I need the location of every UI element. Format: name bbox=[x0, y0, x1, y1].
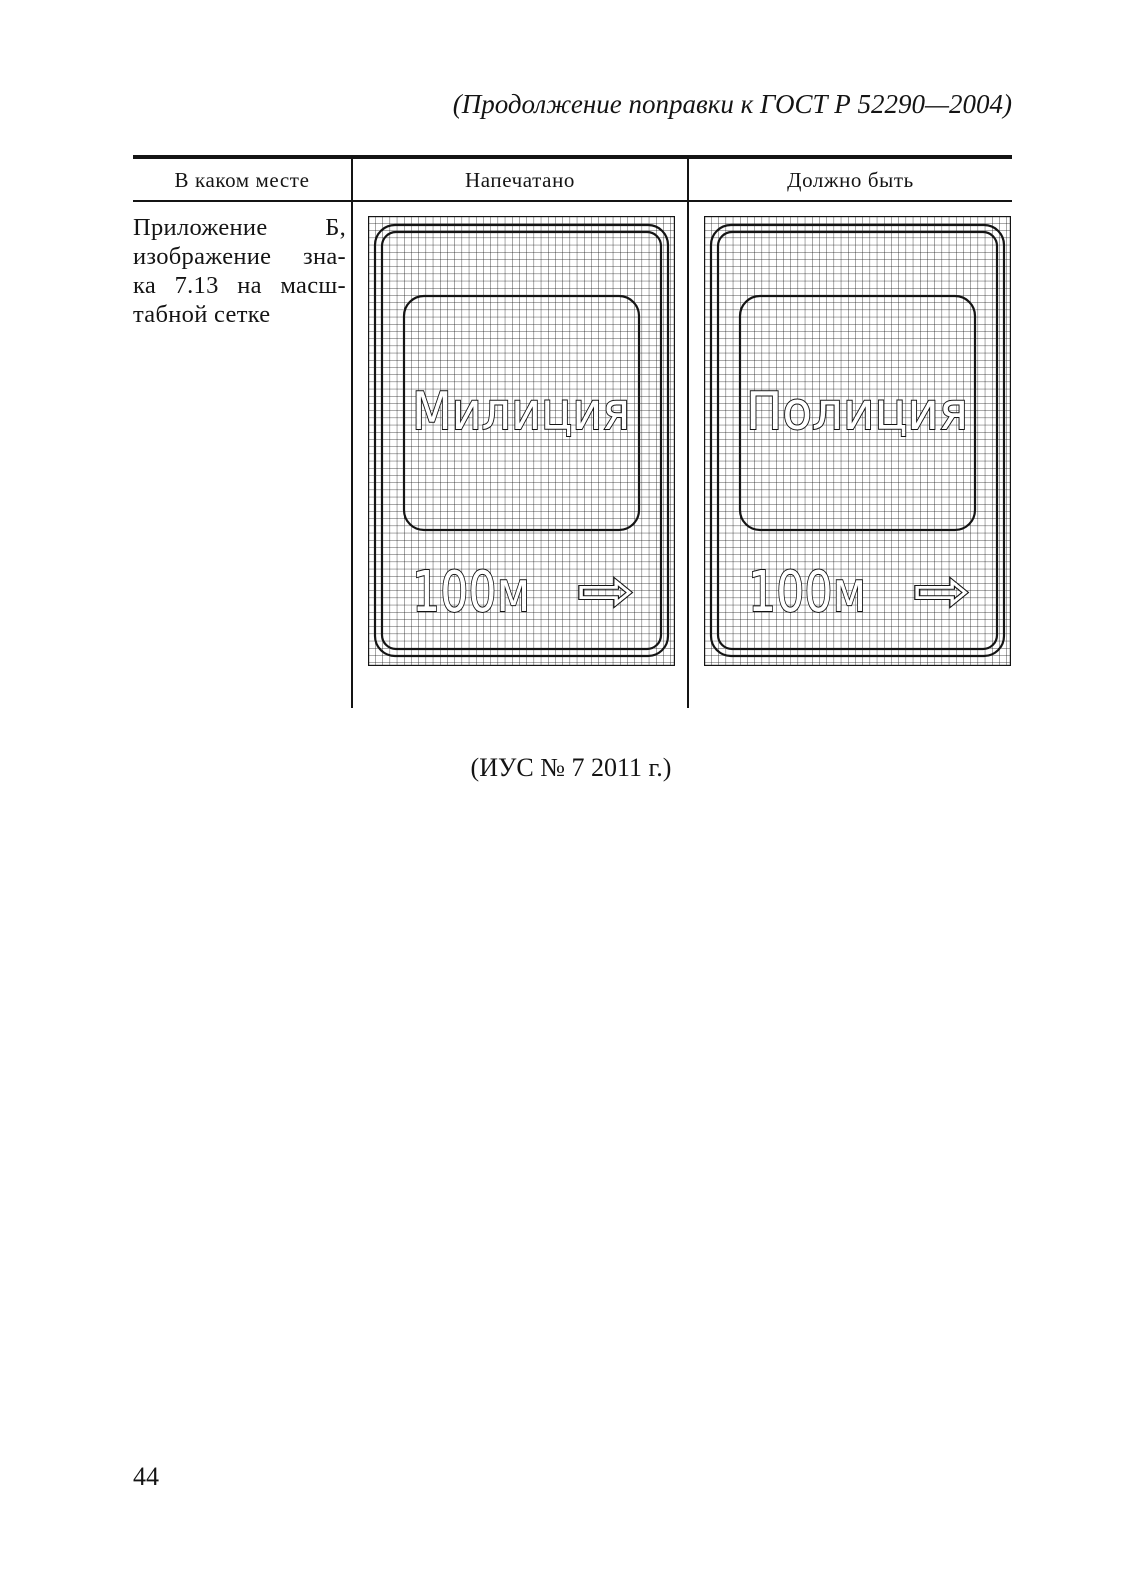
location-cell bbox=[133, 213, 346, 329]
location-line: табной сетке bbox=[133, 301, 271, 328]
amendment-table bbox=[133, 155, 1012, 708]
sign-distance: 100м bbox=[412, 560, 530, 625]
location-line: изображение зна- bbox=[133, 243, 346, 270]
column-divider-2 bbox=[687, 155, 689, 708]
sign-word: Милиция bbox=[412, 382, 630, 442]
location-line: ка 7.13 на масш- bbox=[133, 272, 346, 299]
table-header-rule bbox=[133, 200, 1012, 202]
location-line: Приложение Б, bbox=[133, 214, 346, 241]
page-number: 44 bbox=[133, 1462, 159, 1491]
column-divider-1 bbox=[351, 155, 353, 708]
printed-sign-svg bbox=[368, 216, 675, 666]
header-location: В каком месте bbox=[174, 168, 310, 192]
source-note: (ИУС № 7 2011 г.) bbox=[470, 753, 672, 782]
correct-sign-figure bbox=[704, 216, 1011, 666]
running-head: (Продолжение поправки к ГОСТ Р 52290—2004) bbox=[452, 89, 1012, 119]
sign-distance: 100м bbox=[748, 560, 866, 625]
arrow-right-icon: ⇨ bbox=[913, 559, 971, 624]
printed-sign-figure bbox=[368, 216, 675, 666]
table-top-rule bbox=[133, 155, 1012, 159]
arrow-right-icon: ⇨ bbox=[577, 559, 635, 624]
header-should-be: Должно быть bbox=[787, 168, 914, 192]
correct-sign-svg bbox=[704, 216, 1011, 666]
header-printed: Напечатано bbox=[464, 168, 576, 192]
sign-word: Полиция bbox=[746, 382, 968, 442]
